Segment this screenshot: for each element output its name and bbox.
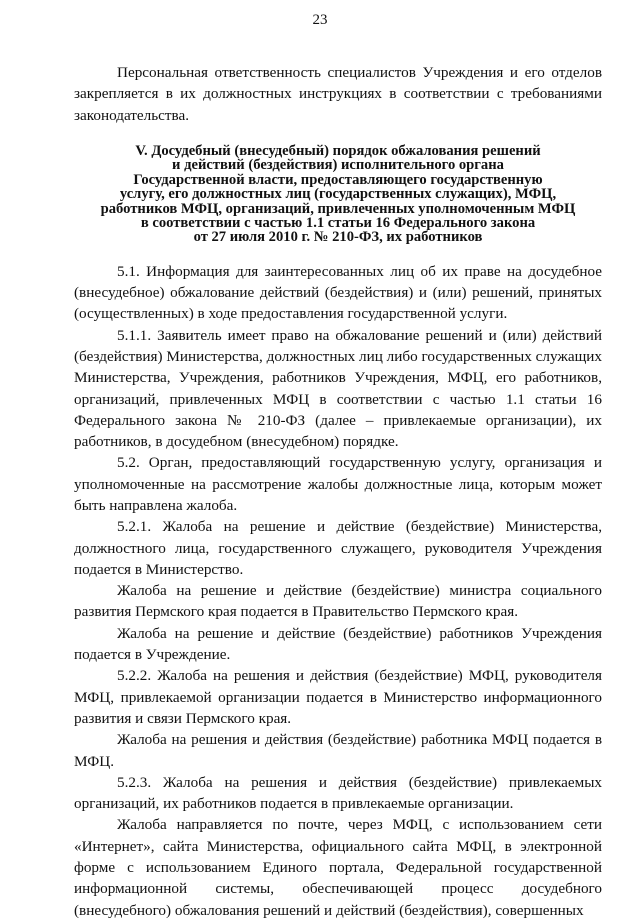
section-heading [74,144,602,245]
paragraph-5-1-1: 5.1.1. Заявитель имеет право на обжалование решений и (или) действий (бездействия) Министерства, должностных лиц либо государственных служащих Министерства, Учреждения, работников Учреждения, МФЦ, его работников, организаций, привлеченных МФЦ в соответствии с частью 1.1 статьи 16 Федерального закона № 210-ФЗ (далее – привлекаемые организации), их работников, в досудебном (внесудебном) порядке. [74,326,602,451]
intro-paragraph: Персональная ответственность специалистов Учреждения и его отделов закрепляется в их должностных инструкциях в соответствии с требованиями законодательства. [74,64,602,124]
paragraph-5-2: 5.2. Орган, предоставляющий государственную услугу, организация и уполномоченные на рассмотрение жалобы должностные лица, которым может быть направлена жалоба. [74,454,602,514]
section-heading-line: работников МФЦ, организаций, привлеченных уполномоченным МФЦ [100,200,576,217]
section-heading-line: и действий (бездействия) исполнительного органа [172,157,504,174]
paragraph-5-2-2: 5.2.2. Жалоба на решения и действия (бездействие) МФЦ, руководителя МФЦ, привлекаемой организации подается в Министерство информационного развития и связи Пермского края. [74,667,602,727]
section-heading-line: V. Досудебный (внесудебный) порядок обжалования решений [135,142,541,159]
paragraph-complaint-submission: Жалоба направляется по почте, через МФЦ, с использованием сети «Интернет», сайта Министерства, официального сайта МФЦ, в электронной форме с использованием Единого портала, Федеральной государственной информационной системы, обеспечивающей процесс досудебного (внесудебного) обжалования решений и действий (бездействия), совершенных [74,816,602,919]
paragraph-complaint-institution: Жалоба на решение и действие (бездействие) работников Учреждения подается в Учреждение. [74,624,602,664]
paragraph-complaint-minister: Жалоба на решение и действие (бездействие) министра социального развития Пермского края подается в Правительство Пермского края. [74,582,602,621]
section-heading-line: от 27 июля 2010 г. № 210-ФЗ, их работников [193,229,483,246]
section-heading-line: услугу, его должностных лиц (государственных служащих), МФЦ, [119,186,557,203]
document-body [74,62,602,921]
page-number: 23 [312,12,328,28]
paragraph-5-2-3: 5.2.3. Жалоба на решения и действия (бездействие) привлекаемых организаций, их работников подается в привлекаемые организации. [74,773,602,813]
section-heading-line: в соответствии с частью 1.1 статьи 16 Федерального закона [140,214,536,231]
paragraph-5-2-1: 5.2.1. Жалоба на решение и действие (бездействие) Министерства, должностного лица, государственного служащего, руководителя Учреждения подается в Министерство. [74,518,602,578]
section-heading-line: Государственной власти, предоставляющего государственную [133,171,543,188]
paragraph-complaint-mfc-worker: Жалоба на решения и действия (бездействие) работника МФЦ подается в МФЦ. [74,731,602,770]
paragraph-5-1: 5.1. Информация для заинтересованных лиц об их праве на досудебное (внесудебное) обжалование действий (бездействия) и (или) решений, принятых (осуществленных) в ходе предоставления государственной услуги. [74,262,602,323]
